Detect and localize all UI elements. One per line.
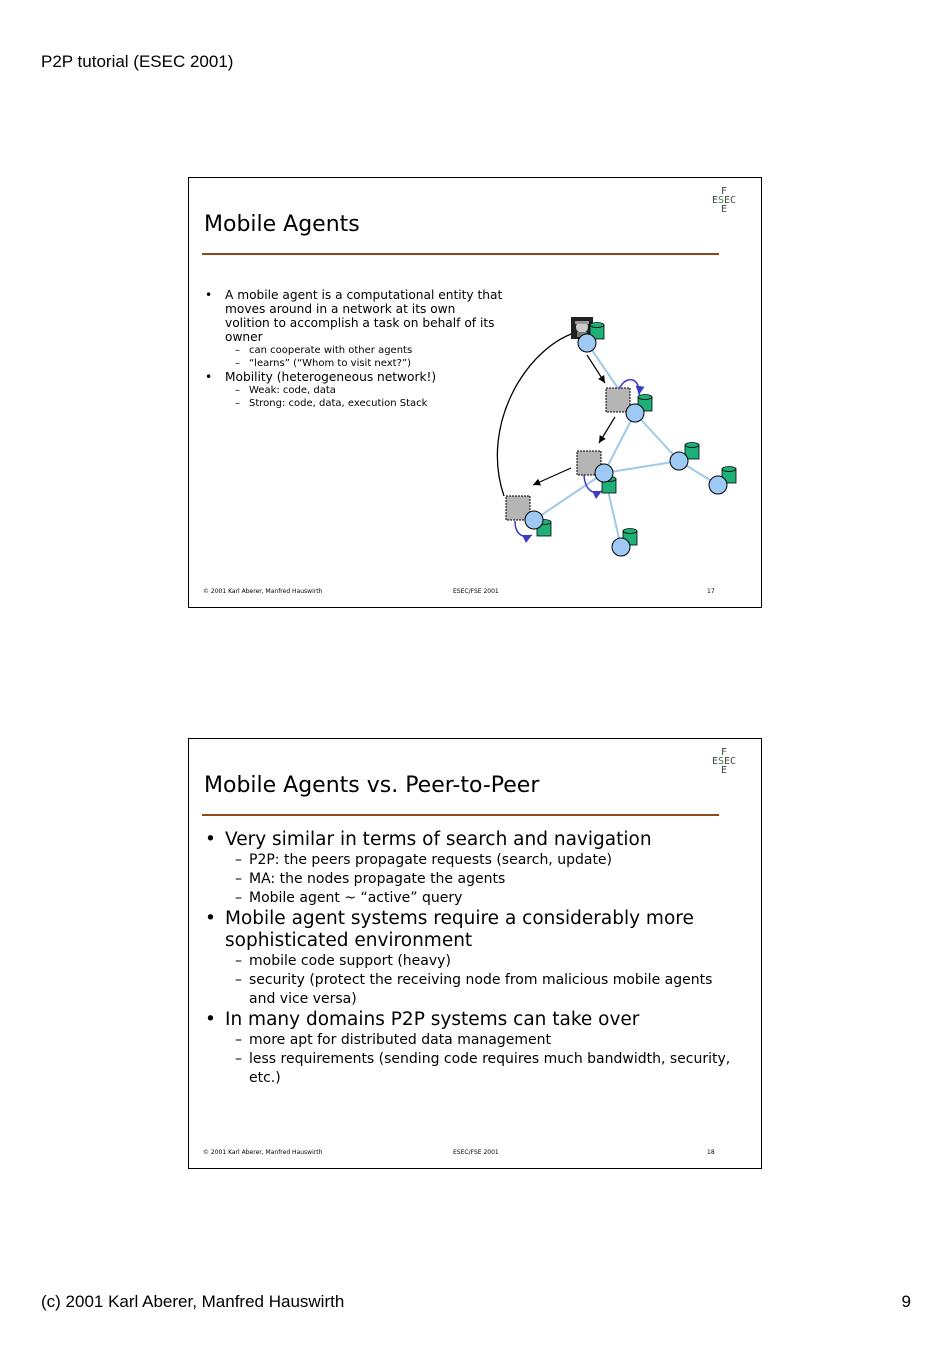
peer-node xyxy=(709,476,727,494)
logo-letters-right: EC xyxy=(724,756,737,767)
peer-node xyxy=(670,452,688,470)
sub-bullet: – less requirements (sending code requires much bandwidth, security, etc.) xyxy=(235,1051,731,1086)
title-divider xyxy=(202,814,719,816)
return-arrow xyxy=(497,331,581,496)
sub-bullet: – Mobile agent ~ “active” query xyxy=(235,890,463,906)
logo-letter-left: E xyxy=(711,756,718,767)
slide-17 xyxy=(188,177,762,608)
slide-body xyxy=(203,288,503,410)
title-divider xyxy=(202,253,719,255)
logo-letters-right: EC xyxy=(724,195,737,206)
page-footer-copyright: (c) 2001 Karl Aberer, Manfred Hauswirth xyxy=(41,1292,345,1311)
slide-number: 17 xyxy=(707,588,715,595)
sub-bullet: – security (protect the receiving node from malicious mobile agents and vice versa) xyxy=(235,972,713,1007)
slide-18 xyxy=(188,738,762,1169)
sub-bullet: – more apt for distributed data management xyxy=(235,1032,551,1048)
esec-logo xyxy=(707,187,741,223)
page-header: P2P tutorial (ESEC 2001) xyxy=(41,52,234,71)
sub-bullet: – can cooperate with other agents xyxy=(235,345,413,356)
logo-letter-center: S xyxy=(717,756,724,767)
peer-node xyxy=(626,404,644,422)
logo-letter-top: F xyxy=(720,186,728,197)
sub-bullet: – P2P: the peers propagate requests (search, update) xyxy=(235,852,613,868)
slide-footer-event: ESEC/FSE 2001 xyxy=(453,1149,499,1156)
slide-number: 18 xyxy=(707,1149,715,1156)
logo-letter-top: F xyxy=(720,747,728,758)
migration-arrow xyxy=(533,468,571,485)
sub-bullet: – “learns” (“Whom to visit next?”) xyxy=(235,358,411,369)
peer-node xyxy=(595,464,613,482)
sub-bullet: – mobile code support (heavy) xyxy=(235,953,451,969)
bullet: • Very similar in terms of search and navigation – P2P: the peers propagate requests (search, update) – MA: the nodes propagate the agents – Mobile agent ~ “active” query xyxy=(203,829,743,908)
slide-footer-copyright: © 2001 Karl Aberer, Manfred Hauswirth xyxy=(203,1149,323,1156)
slide-footer-copyright: © 2001 Karl Aberer, Manfred Hauswirth xyxy=(203,588,323,595)
bullet: • In many domains P2P systems can take over – more apt for distributed data management – less requirements (sending code requires much bandwidth, security, etc.) xyxy=(203,1009,743,1088)
mobile-agent-network-diagram xyxy=(489,303,739,573)
migration-arrow xyxy=(599,417,615,443)
peer-node xyxy=(578,334,596,352)
slide-title: Mobile Agents xyxy=(204,212,360,237)
logo-letter-bottom: E xyxy=(720,765,728,776)
migration-arrow xyxy=(587,355,605,383)
slide-footer-event: ESEC/FSE 2001 xyxy=(453,588,499,595)
bullet: • A mobile agent is a computational entity that moves around in a network at its own volition to accomplish a task on behalf of its owner – can cooperate with other agents – “learns” (“Whom to visit next?”) xyxy=(203,288,503,370)
peer-node xyxy=(525,511,543,529)
peer-node xyxy=(612,538,630,556)
databases xyxy=(537,323,736,546)
agent-box xyxy=(606,388,630,412)
bullet: • Mobile agent systems require a considerably more sophisticated environment – mobile code support (heavy) – security (protect the receiving node from malicious mobile agents and vice versa) xyxy=(203,908,743,1009)
bullet: • Mobility (heterogeneous network!) – Weak: code, data – Strong: code, data, execution Stack xyxy=(203,370,503,410)
logo-letter-bottom: E xyxy=(720,204,728,215)
sub-bullet: – Strong: code, data, execution Stack xyxy=(235,398,428,409)
sub-bullet: – MA: the nodes propagate the agents xyxy=(235,871,506,887)
slide-title: Mobile Agents vs. Peer-to-Peer xyxy=(204,773,540,798)
slide-body xyxy=(203,829,743,1088)
page-number: 9 xyxy=(901,1292,911,1311)
sub-bullet: – Weak: code, data xyxy=(235,385,336,396)
logo-letter-left: E xyxy=(711,195,718,206)
logo-letter-center: S xyxy=(717,195,724,206)
esec-logo xyxy=(707,748,741,784)
